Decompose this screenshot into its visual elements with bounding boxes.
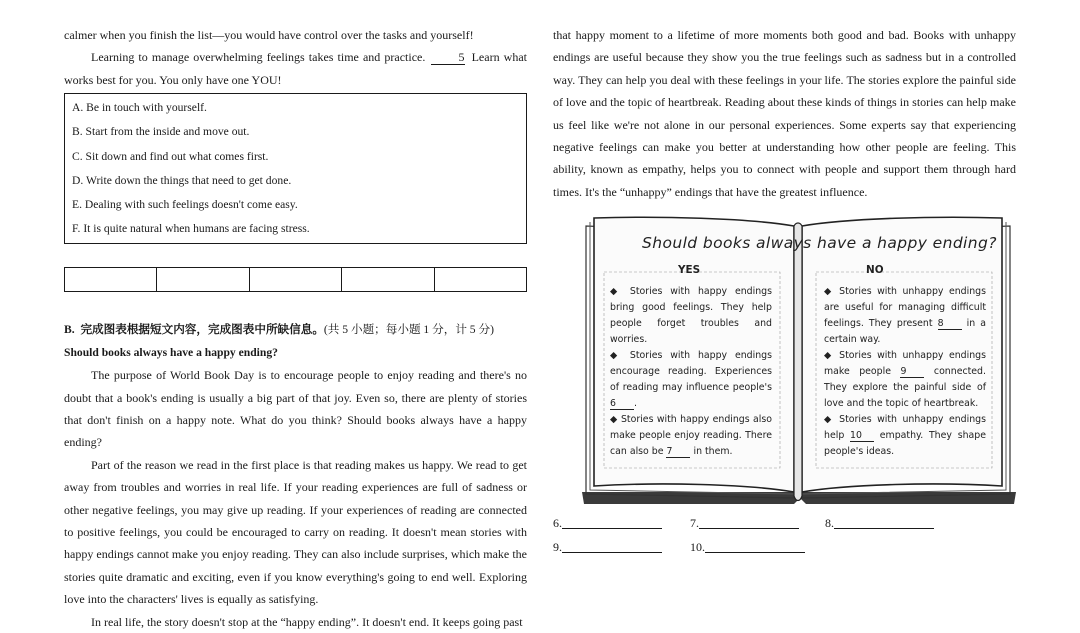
passage-paragraph-1: The purpose of World Book Day is to encourage people to enjoy reading and there's no doubt that a book's ending is usually a big part of that joy. Even so, there are plenty of stories that don't finish on a happy note. What do you think? Should books always have a happy ending? <box>64 368 527 450</box>
option-e: E. Dealing with such feelings doesn't come easy. <box>72 197 298 211</box>
blank-10[interactable]: 10 <box>850 430 874 442</box>
yes-item <box>610 284 772 348</box>
open-book-chart <box>578 212 1018 508</box>
answer-cell[interactable] <box>157 268 249 292</box>
right-column <box>553 24 1016 203</box>
section-b-heading <box>64 319 527 341</box>
answer-table <box>64 267 527 292</box>
bullet-icon: ◆ <box>824 286 834 297</box>
item-text: Stories with unhappy endings help <box>824 414 986 441</box>
answer-cell[interactable] <box>249 268 341 292</box>
answer-number: 9. <box>553 540 562 554</box>
item-text: in a certain way. <box>824 318 986 345</box>
answer-blank-5[interactable]: 5 <box>431 50 465 65</box>
text: Learn what works best for you. You only have one YOU! <box>64 50 527 87</box>
answer-10[interactable] <box>690 540 805 555</box>
text: Learning to manage overwhelming feelings takes time and practice. <box>91 50 430 65</box>
answer-number: 6. <box>553 516 562 530</box>
option-d: D. Write down the things that need to get done. <box>72 173 292 187</box>
passage-paragraph-4: that happy moment to a lifetime of more moments both good and bad. Books with unhappy endings are useful because they show you the true feelings such as sadness but in a controlled way. They can help you deal with these feelings in your life. The stories explore the painful side of love and the topic of heartbreak. Reading about these kinds of things in stories can help make us feel like we're not alone in our personal experiences. Some experts say that experiencing negative feelings can make you better at understanding how other people are feeling. This ability, known as empathy, helps you to connect with people and support them through hard times. It's the “unhappy” endings that have the greatest influence. <box>553 28 1016 199</box>
bullet-icon: ◆ <box>824 414 834 425</box>
answer-9[interactable] <box>553 540 662 555</box>
answer-row <box>553 516 993 540</box>
no-item <box>824 284 986 348</box>
yes-column <box>610 284 772 460</box>
answer-line[interactable] <box>705 540 805 553</box>
section-instructions: 完成图表根据短文内容，完成图表中所缺信息。 <box>80 323 324 337</box>
answer-8[interactable] <box>825 516 934 531</box>
item-text: in them. <box>690 446 733 457</box>
no-header: NO <box>866 264 884 276</box>
no-item <box>824 412 986 460</box>
passage-title: Should books always have a happy ending? <box>64 345 278 359</box>
item-text: Stories with happy endings also make people enjoy reading. There can also be <box>610 414 772 457</box>
no-column <box>824 284 986 460</box>
answer-cell[interactable] <box>65 268 157 292</box>
answer-line[interactable] <box>562 516 662 529</box>
bullet-icon: ◆ <box>824 350 834 361</box>
yes-header: YES <box>678 264 701 276</box>
blank-6[interactable]: 6 <box>610 398 634 410</box>
paragraph-continuation: calmer when you finish the list—you would have control over the tasks and yourself! <box>64 28 474 42</box>
answer-lines <box>553 516 993 564</box>
passage-paragraph-3: In real life, the story doesn't stop at the “happy ending”. It doesn't end. It keeps going past <box>91 614 523 629</box>
section-scoring: (共 5 小题；每小题 1 分，计 5 分) <box>323 323 494 337</box>
blank-9[interactable]: 9 <box>900 366 924 378</box>
item-text: empathy. They shape people's ideas. <box>824 430 986 457</box>
answer-cell[interactable] <box>342 268 434 292</box>
answer-cell[interactable] <box>434 268 526 292</box>
blank-7[interactable]: 7 <box>666 446 690 458</box>
answer-number: 7. <box>690 516 699 530</box>
answer-line[interactable] <box>834 516 934 529</box>
option-b: B. Start from the inside and move out. <box>72 125 250 139</box>
answer-row <box>553 540 993 564</box>
answer-number: 10. <box>690 540 705 554</box>
no-item <box>824 348 986 412</box>
yes-item <box>610 348 772 412</box>
book-title: Should books always have a happy ending? <box>642 234 997 252</box>
bullet-icon: ◆ <box>610 350 623 361</box>
answer-7[interactable] <box>690 516 799 531</box>
passage-paragraph-2: Part of the reason we read in the first place is that reading makes us happy. We read to get away from troubles and worries in real life. If your reading experiences are full of sadness or other negative feelings, you may give up reading. If your experiences of reading are connected to positive feelings, you could be encouraged to carry on reading. It doesn't mean stories with happy endings cannot make you enjoy reading. They can also include surprises, which make the stories quite dramatic and exciting, even if you know everything's going to end well. Exploring love into the characters' lives is equally as satisfying. <box>64 457 527 607</box>
bullet-icon: ◆ <box>610 414 618 425</box>
section-label: B. <box>64 323 75 337</box>
item-text: Stories with happy endings bring good feelings. They help people forget troubles and worries. <box>610 286 772 345</box>
answer-6[interactable] <box>553 516 662 531</box>
answer-line[interactable] <box>699 516 799 529</box>
item-text: Stories with unhappy endings are useful for managing difficult feelings. They present <box>824 286 986 329</box>
option-f: F. It is quite natural when humans are facing stress. <box>72 222 310 236</box>
blank-8[interactable]: 8 <box>938 318 962 330</box>
answer-line[interactable] <box>562 540 662 553</box>
bullet-icon: ◆ <box>610 286 623 297</box>
option-a: A. Be in touch with yourself. <box>72 101 207 115</box>
options-box <box>64 93 527 244</box>
item-text: connected. They explore the painful side of love and the topic of heartbreak. <box>824 366 986 409</box>
yes-item <box>610 412 772 460</box>
item-text: Stories with unhappy endings make people <box>824 350 986 377</box>
left-column <box>64 24 527 633</box>
item-text: . <box>634 398 637 409</box>
paragraph-blank-5 <box>64 46 527 91</box>
option-c: C. Sit down and find out what comes first. <box>72 149 269 163</box>
item-text: Stories with happy endings encourage reading. Experiences of reading may influence people's <box>610 350 772 393</box>
answer-number: 8. <box>825 516 834 530</box>
